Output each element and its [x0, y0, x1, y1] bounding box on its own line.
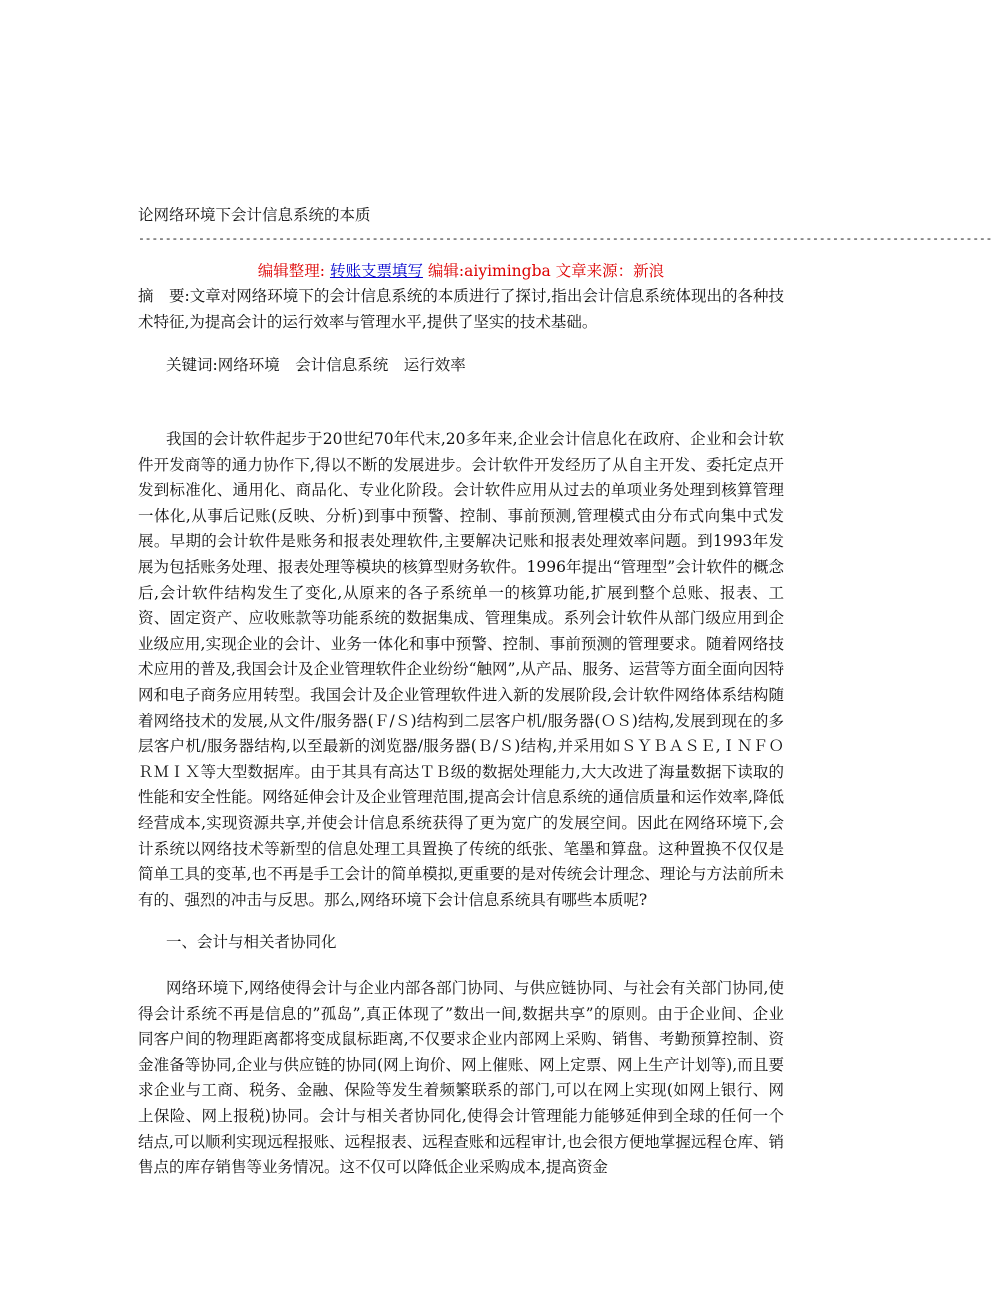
- abstract-paragraph: 摘 要:文章对网络环境下的会计信息系统的本质进行了探讨,指出会计信息系统体现出的各种技术特征,为提高会计的运行效率与管理水平,提供了坚实的技术基础。: [138, 287, 784, 331]
- transfer-check-link[interactable]: 转账支票填写: [329, 262, 423, 280]
- editor-suffix: 编辑:aiyimingba 文章来源：新浪: [422, 262, 665, 280]
- section-heading: 一、会计与相关者协同化: [166, 933, 337, 951]
- editor-line: [138, 260, 784, 282]
- separator-line: --------------------------------------------------------------------------------------------------------------------------------: [138, 231, 992, 245]
- body-paragraph: 我国的会计软件起步于20世纪70年代末,20多年来,企业会计信息化在政府、企业和会计软件开发商等的通力协作下,得以不断的发展进步。会计软件开发经历了从自主开发、委托定点开发到标准化、通用化、商品化、专业化阶段。会计软件应用从过去的单项业务处理到核算管理一体化,从事后记账(反映、分析)到事中预警、控制、事前预测,管理模式由分布式向集中式发展。早期的会计软件是账务和报表处理软件,主要解决记账和报表处理效率问题。到1993年发展为包括账务处理、报表处理等模块的核算型财务软件。1996年提出“管理型”会计软件的概念后,会计软件结构发生了变化,从原来的各子系统单一的核算功能,扩展到整个总账、报表、工资、固定资产、应收账款等功能系统的数据集成、管理集成。系列会计软件从部门级应用到企业级应用,实现企业的会计、业务一体化和事中预警、控制、事前预测的管理要求。随着网络技术应用的普及,我国会计及企业管理软件企业纷纷“触网”,从产品、服务、运营等方面全面向因特网和电子商务应用转型。我国会计及企业管理软件进入新的发展阶段,会计软件网络体系结构随着网络技术的发展,从文件/服务器(Ｆ/Ｓ)结构到二层客户机/服务器(ＯＳ)结构,发展到现在的多层客户机/服务器结构,以至最新的浏览器/服务器(Ｂ/Ｓ)结构,并采用如ＳＹＢＡＳＥ,ＩＮＦＯＲＭＩＸ等大型数据库。由于其具有高达ＴＢ级的数据处理能力,大大改进了海量数据下读取的性能和安全性能。网络延伸会计及企业管理范围,提高会计信息系统的通信质量和运作效率,降低经营成本,实现资源共享,并使会计信息系统获得了更为宽广的发展空间。因此在网络环境下,会计系统以网络技术等新型的信息处理工具置换了传统的纸张、笔墨和算盘。这种置换不仅仅是简单工具的变革,也不再是手工会计的简单模拟,更重要的是对传统会计理念、理论与方法前所未有的、强烈的冲击与反思。那么,网络环境下会计信息系统具有哪些本质呢?: [138, 430, 784, 909]
- editor-prefix: 编辑整理:: [257, 262, 330, 280]
- body-paragraph: 网络环境下,网络使得会计与企业内部各部门协同、与供应链协同、与社会有关部门协同,使得会计系统不再是信息的”孤岛”,真正体现了”数出一间,数据共享”的原则。由于企业间、企业同客户间的物理距离都将变成鼠标距离,不仅要求企业内部网上采购、销售、考勤预算控制、资金准备等协同,企业与供应链的协同(网上询价、网上催账、网上定票、网上生产计划等),而且要求企业与工商、税务、金融、保险等发生着频繁联系的部门,可以在网上实现(如网上银行、网上保险、网上报税)协同。会计与相关者协同化,使得会计管理能力能够延伸到全球的任何一个结点,可以顺利实现远程报账、远程报表、远程查账和远程审计,也会很方便地掌握远程仓库、销售点的库存销售等业务情况。这不仅可以降低企业采购成本,提高资金: [138, 979, 784, 1177]
- document-title: 论网络环境下会计信息系统的本质: [138, 206, 371, 224]
- keywords-line: 关键词:网络环境 会计信息系统 运行效率: [166, 356, 466, 374]
